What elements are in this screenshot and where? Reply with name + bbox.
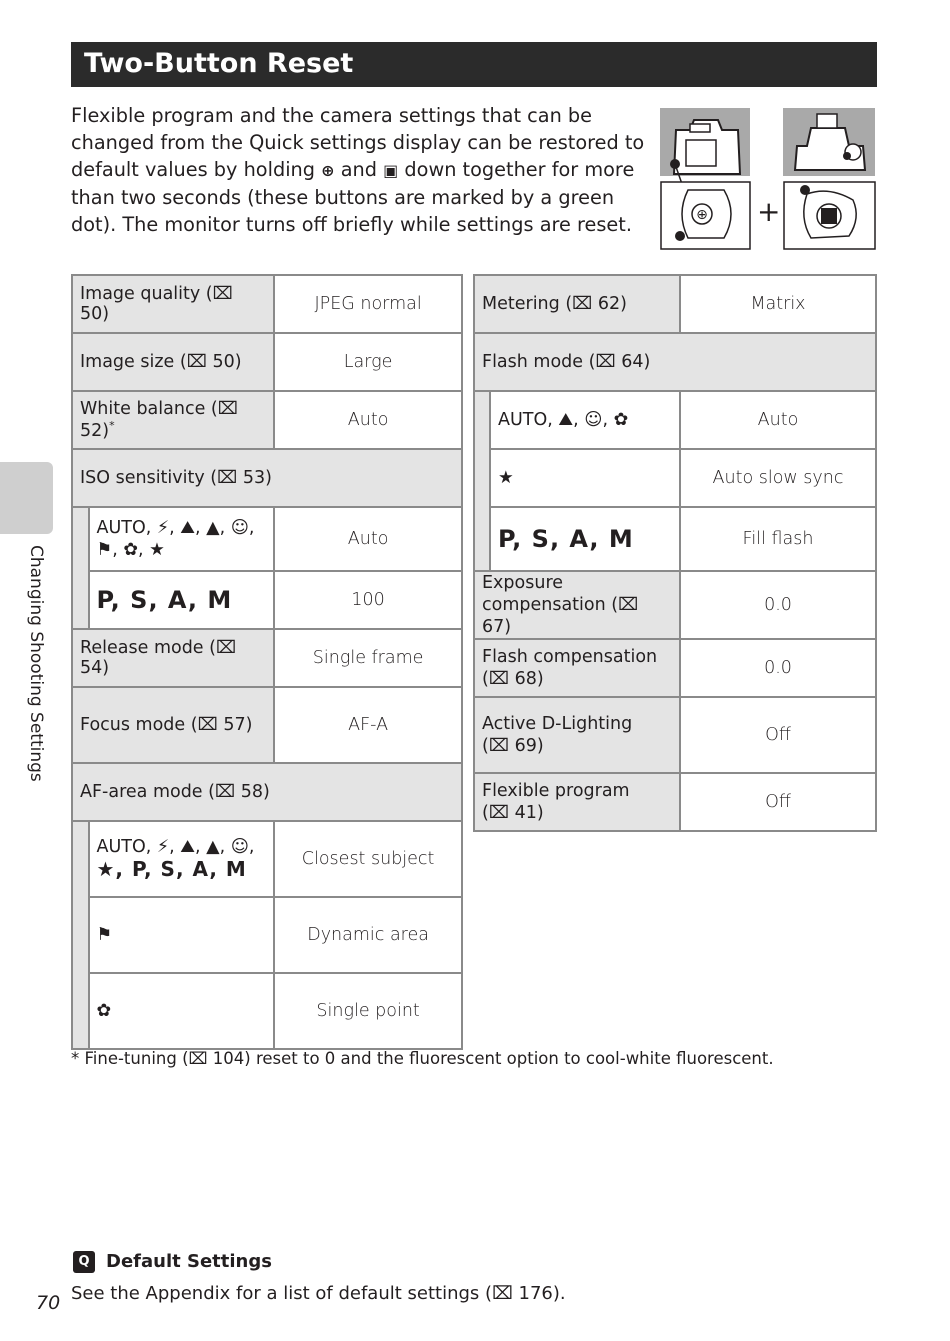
right-settings-table — [473, 274, 877, 832]
af-area-label: AF-area mode (⌧ 58) — [72, 763, 462, 821]
flash-sub1-value: Auto — [680, 391, 876, 449]
section-title-bar — [71, 42, 877, 87]
intro-and: and — [340, 158, 377, 181]
tip-body: See the Appendix for a list of default settings (⌧ 176). — [71, 1283, 566, 1304]
intro-text-2: down together for more than two seconds (these buttons are marked by a green dot). The monitor turns off briefly while settings are reset. — [71, 158, 635, 236]
left-settings-table — [71, 274, 463, 1050]
zoom-in-icon: ⊕ — [321, 161, 335, 180]
table-row — [474, 275, 876, 333]
af-area-indent — [72, 821, 89, 1049]
table-row — [474, 449, 876, 507]
flex-program-value: Off — [680, 773, 876, 831]
table-row — [72, 333, 462, 391]
iso-sub1-modes: AUTO, ⚡, ⛰, ▲, ☺, ⚑, ✿, ★ — [89, 507, 275, 571]
intro-text-1: Flexible program and the camera settings that can be changed from the Quick settings display can be restored to default values by holding — [71, 104, 645, 181]
flex-program-label: Flexible program (⌧ 41) — [474, 773, 680, 831]
focus-mode-label: Focus mode (⌧ 57) — [72, 687, 274, 763]
focus-mode-value: AF-A — [274, 687, 462, 763]
camera-back-illustration — [660, 108, 752, 250]
table-row — [474, 391, 876, 449]
flash-sub3-value: Fill flash — [680, 507, 876, 571]
image-quality-value: JPEG normal — [274, 275, 462, 333]
table-row — [72, 763, 462, 821]
af-area-sub3-modes: ✿ — [89, 973, 275, 1049]
image-quality-label: Image quality (⌧ 50) — [72, 275, 274, 333]
flash-sub1-modes: AUTO, ⛰, ☺, ✿ — [490, 391, 680, 449]
exposure-comp-value: 0.0 — [680, 571, 876, 639]
af-area-sub2-modes: ⚑ — [89, 897, 275, 973]
table-row — [474, 333, 876, 391]
flash-sub3-modes: P, S, A, M — [490, 507, 680, 571]
footnote: * Fine-tuning (⌧ 104) reset to 0 and the fluorescent option to cool-white fluorescent. — [71, 1049, 774, 1068]
af-area-sub2-value: Dynamic area — [274, 897, 462, 973]
metering-label: Metering (⌧ 62) — [474, 275, 680, 333]
tip-icon: Q — [73, 1251, 95, 1273]
playback-zoom-icon: ▣ — [383, 161, 399, 180]
af-area-sub1-modes: AUTO, ⚡, ⛰, ▲, ☺, ★, P, S, A, M — [89, 821, 275, 897]
table-row — [72, 687, 462, 763]
flash-sub2-modes: ★ — [490, 449, 680, 507]
chapter-label: Changing Shooting Settings — [26, 545, 46, 782]
table-row — [72, 973, 462, 1049]
white-balance-value: Auto — [274, 391, 462, 449]
table-row — [72, 821, 462, 897]
flash-comp-value: 0.0 — [680, 639, 876, 697]
flash-mode-label: Flash mode (⌧ 64) — [474, 333, 876, 391]
table-row — [474, 773, 876, 831]
table-row — [72, 629, 462, 687]
intro-paragraph — [71, 102, 646, 238]
iso-indent — [72, 507, 89, 629]
flash-sub2-value: Auto slow sync — [680, 449, 876, 507]
table-row — [72, 275, 462, 333]
table-row — [474, 571, 876, 639]
tip-title: Default Settings — [106, 1251, 272, 1272]
flash-comp-label: Flash compensation (⌧ 68) — [474, 639, 680, 697]
image-size-value: Large — [274, 333, 462, 391]
iso-sub1-value: Auto — [274, 507, 462, 571]
iso-sub2-value: 100 — [274, 571, 462, 629]
table-row — [72, 897, 462, 973]
af-area-sub1-value: Closest subject — [274, 821, 462, 897]
image-size-label: Image size (⌧ 50) — [72, 333, 274, 391]
release-mode-label: Release mode (⌧ 54) — [72, 629, 274, 687]
exposure-comp-label: Exposure compensation (⌧ 67) — [474, 571, 680, 639]
table-row — [474, 639, 876, 697]
adl-label: Active D-Lighting (⌧ 69) — [474, 697, 680, 773]
svg-text:⊕: ⊕ — [696, 207, 708, 223]
table-row — [72, 391, 462, 449]
table-row — [72, 507, 462, 571]
camera-top-illustration — [783, 108, 877, 250]
table-row — [72, 449, 462, 507]
table-row — [474, 507, 876, 571]
plus-sign: + — [757, 195, 781, 228]
af-area-sub3-value: Single point — [274, 973, 462, 1049]
iso-label: ISO sensitivity (⌧ 53) — [72, 449, 462, 507]
iso-sub2-modes: P, S, A, M — [89, 571, 275, 629]
release-mode-value: Single frame — [274, 629, 462, 687]
chapter-tab — [0, 462, 53, 534]
flash-mode-indent — [474, 391, 490, 571]
page-number: 70 — [36, 1292, 61, 1314]
adl-value: Off — [680, 697, 876, 773]
section-title: Two-Button Reset — [84, 48, 354, 79]
table-row — [474, 697, 876, 773]
metering-value: Matrix — [680, 275, 876, 333]
table-row — [72, 571, 462, 629]
white-balance-label: White balance (⌧ 52)* — [72, 391, 274, 449]
